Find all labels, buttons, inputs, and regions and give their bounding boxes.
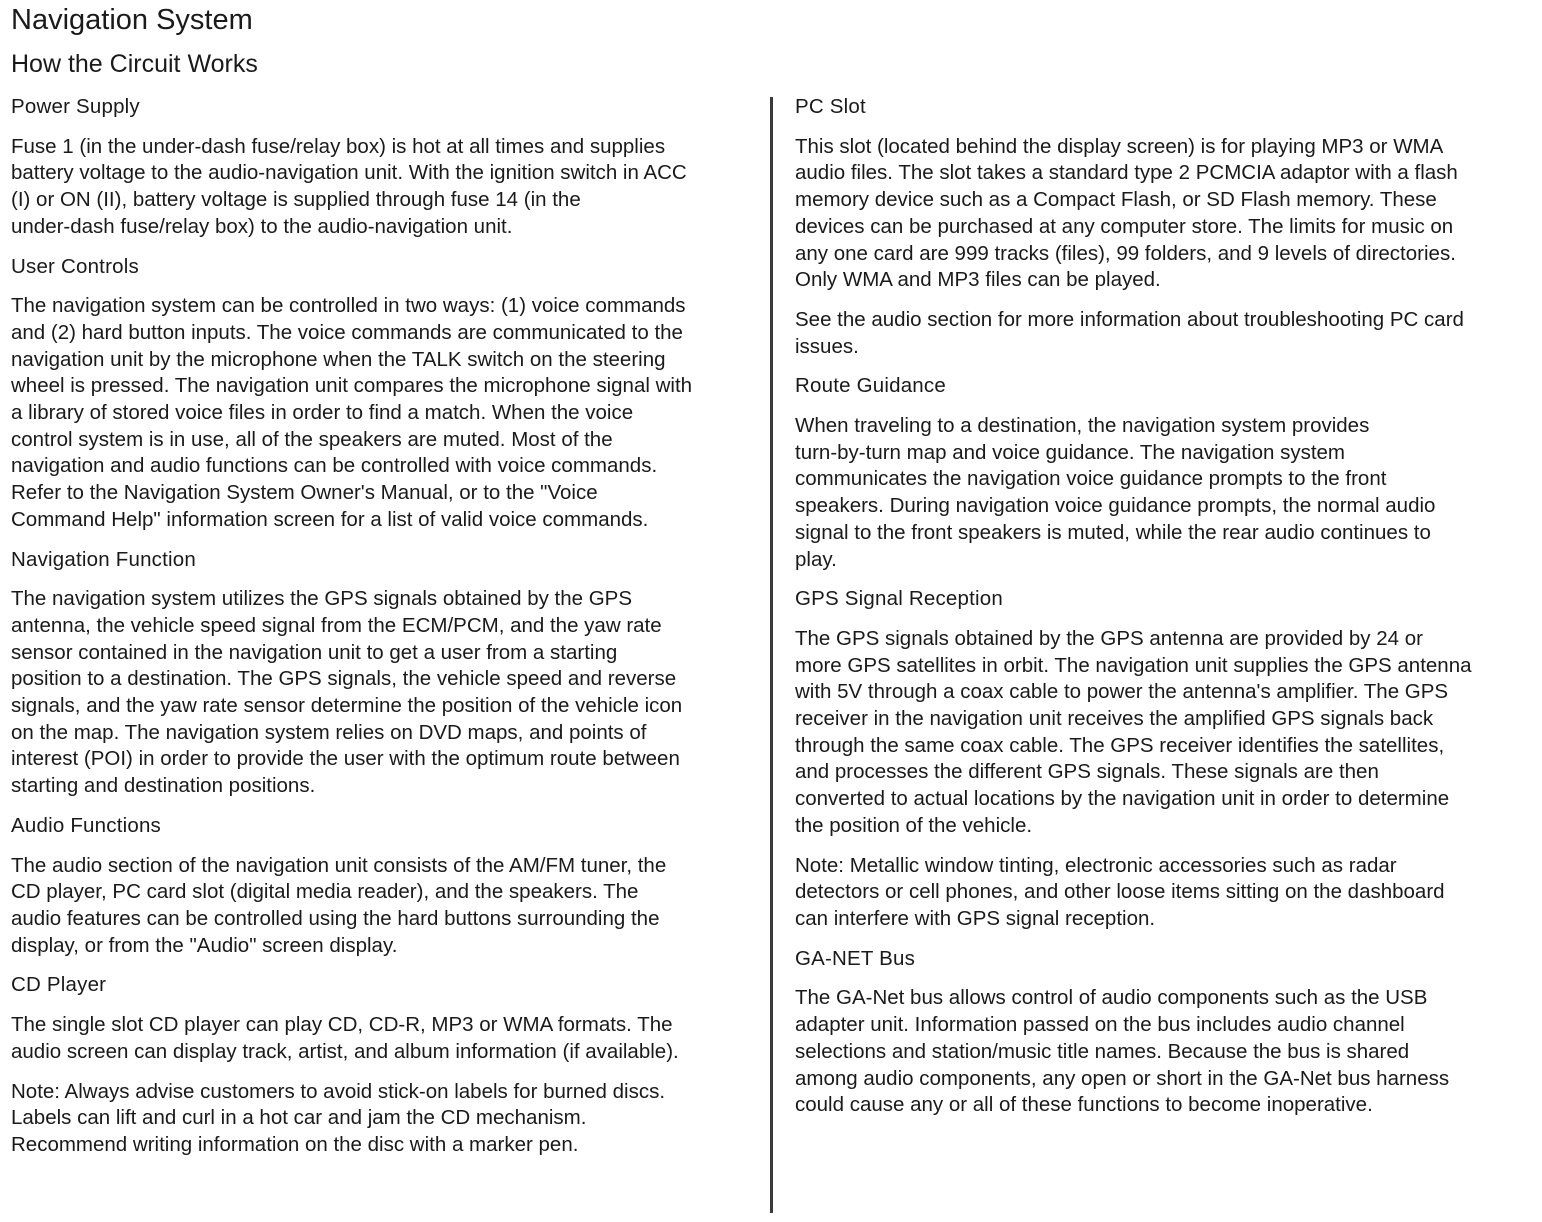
section-heading: Audio Functions (11, 813, 162, 837)
left-column (11, 94, 756, 1172)
text-line: any one card are 999 tracks (files), 99 folders, and 9 levels of directories. (795, 241, 1456, 265)
paragraph (795, 626, 1535, 840)
paragraph (795, 134, 1535, 294)
page-subtitle: How the Circuit Works (11, 50, 258, 78)
text-line: receiver in the navigation unit receives the amplified GPS signals back (795, 707, 1434, 731)
text-line: audio screen can display track, artist, and album information (if available). (11, 1039, 679, 1063)
text-line: Only WMA and MP3 files can be played. (795, 268, 1161, 292)
section-heading: Navigation Function (11, 547, 196, 571)
text-line: a library of stored voice files in order to find a match. When the voice (11, 401, 634, 425)
text-line: navigation unit by the microphone when the TALK switch on the steering (11, 347, 666, 371)
text-line: interest (POI) in order to provide the user with the optimum route between (11, 747, 680, 771)
section-pc-slot (795, 94, 1535, 360)
paragraph (11, 1012, 756, 1065)
paragraph (11, 1079, 756, 1159)
paragraph (795, 413, 1535, 573)
section-heading: GA-NET Bus (795, 946, 916, 970)
section-cd-player (11, 972, 756, 1158)
text-line: Note: Metallic window tinting, electronic accessories such as radar (795, 853, 1397, 877)
text-line: antenna, the vehicle speed signal from the ECM/PCM, and the yaw rate (11, 613, 662, 637)
text-line: Note: Always advise customers to avoid stick-on labels for burned discs. (11, 1079, 666, 1103)
right-column (795, 94, 1535, 1132)
paragraph (11, 134, 756, 241)
text-line: navigation and audio functions can be controlled with voice commands. (11, 454, 658, 478)
text-line: Command Help" information screen for a list of valid voice commands. (11, 507, 649, 531)
text-line: turn-by-turn map and voice guidance. The navigation system (795, 440, 1346, 464)
section-route-guidance (795, 373, 1535, 573)
text-line: more GPS satellites in orbit. The navigation unit supplies the GPS antenna (795, 653, 1472, 677)
text-line: among audio components, any open or short in the GA-Net bus harness (795, 1066, 1450, 1090)
text-line: starting and destination positions. (11, 774, 316, 798)
text-line: sensor contained in the navigation unit to get a user from a starting (11, 640, 618, 664)
paragraph (795, 985, 1535, 1119)
section-heading: GPS Signal Reception (795, 587, 1003, 611)
text-line: and processes the different GPS signals. These signals are then (795, 760, 1379, 784)
text-line: Labels can lift and curl in a hot car and jam the CD mechanism. (11, 1106, 587, 1130)
column-divider (770, 97, 773, 1213)
text-line: and (2) hard button inputs. The voice commands are communicated to the (11, 320, 683, 344)
text-line: audio files. The slot takes a standard type 2 PCMCIA adaptor with a flash (795, 161, 1458, 185)
text-line: See the audio section for more information about troubleshooting PC card (795, 307, 1464, 331)
section-power-supply (11, 94, 756, 241)
text-line: The audio section of the navigation unit consists of the AM/FM tuner, the (11, 853, 667, 877)
text-line: Refer to the Navigation System Owner's Manual, or to the "Voice (11, 481, 598, 505)
text-line: selections and station/music title names. Because the bus is shared (795, 1039, 1410, 1063)
section-heading: User Controls (11, 254, 139, 278)
section-user-controls (11, 254, 756, 534)
page-title: Navigation System (11, 4, 253, 36)
section-heading: CD Player (11, 973, 107, 997)
section-heading: PC Slot (795, 95, 866, 118)
paragraph (11, 293, 756, 533)
text-line: memory device such as a Compact Flash, or SD Flash memory. These (795, 188, 1437, 212)
text-line: display, or from the "Audio" screen display. (11, 933, 398, 957)
text-line: control system is in use, all of the speakers are muted. Most of the (11, 427, 613, 451)
text-line: signal to the front speakers is muted, while the rear audio continues to (795, 520, 1431, 544)
section-ga-net-bus (795, 946, 1535, 1119)
text-line: CD player, PC card slot (digital media reader), and the speakers. The (11, 880, 639, 904)
text-line: Fuse 1 (in the under-dash fuse/relay box) is hot at all times and supplies (11, 134, 666, 158)
section-gps-signal-reception (795, 586, 1535, 932)
text-line: play. (795, 547, 837, 571)
text-line: The GPS signals obtained by the GPS antenna are provided by 24 or (795, 626, 1423, 650)
text-line: speakers. During navigation voice guidance prompts, the normal audio (795, 494, 1436, 518)
text-line: the position of the vehicle. (795, 813, 1033, 837)
paragraph (11, 586, 756, 800)
text-line: could cause any or all of these functions to become inoperative. (795, 1093, 1373, 1117)
paragraph (795, 307, 1535, 360)
text-line: The GA-Net bus allows control of audio components such as the USB (795, 986, 1428, 1010)
text-line: position to a destination. The GPS signals, the vehicle speed and reverse (11, 667, 677, 691)
text-line: battery voltage to the audio-navigation unit. With the ignition switch in ACC (11, 161, 687, 185)
text-line: on the map. The navigation system relies on DVD maps, and points of (11, 720, 647, 744)
text-line: Recommend writing information on the disc with a marker pen. (11, 1132, 579, 1156)
text-line: adapter unit. Information passed on the bus includes audio channel (795, 1013, 1405, 1037)
text-line: under-dash fuse/relay box) to the audio-navigation unit. (11, 214, 513, 238)
text-line: When traveling to a destination, the navigation system provides (795, 414, 1370, 438)
section-heading: Power Supply (11, 95, 140, 118)
section-navigation-function (11, 547, 756, 800)
text-line: communicates the navigation voice guidance prompts to the front (795, 467, 1387, 491)
text-line: signals, and the yaw rate sensor determine the position of the vehicle icon (11, 694, 683, 718)
paragraph (11, 853, 756, 960)
text-line: can interfere with GPS signal reception. (795, 906, 1156, 930)
text-line: converted to actual locations by the navigation unit in order to determine (795, 787, 1450, 811)
text-line: The single slot CD player can play CD, CD-R, MP3 or WMA formats. The (11, 1013, 673, 1037)
text-line: devices can be purchased at any computer store. The limits for music on (795, 214, 1454, 238)
text-line: detectors or cell phones, and other loose items sitting on the dashboard (795, 880, 1445, 904)
paragraph (795, 853, 1535, 933)
text-line: audio features can be controlled using the hard buttons surrounding the (11, 906, 660, 930)
text-line: through the same coax cable. The GPS receiver identifies the satellites, (795, 733, 1445, 757)
text-line: wheel is pressed. The navigation unit compares the microphone signal with (11, 374, 693, 398)
text-line: issues. (795, 334, 859, 358)
text-line: This slot (located behind the display screen) is for playing MP3 or WMA (795, 134, 1444, 158)
text-line: (I) or ON (II), battery voltage is supplied through fuse 14 (in the (11, 188, 581, 212)
text-line: The navigation system can be controlled in two ways: (1) voice commands (11, 294, 686, 318)
text-line: with 5V through a coax cable to power the antenna's amplifier. The GPS (795, 680, 1449, 704)
section-audio-functions (11, 813, 756, 960)
section-heading: Route Guidance (795, 374, 946, 398)
text-line: The navigation system utilizes the GPS signals obtained by the GPS (11, 587, 633, 611)
